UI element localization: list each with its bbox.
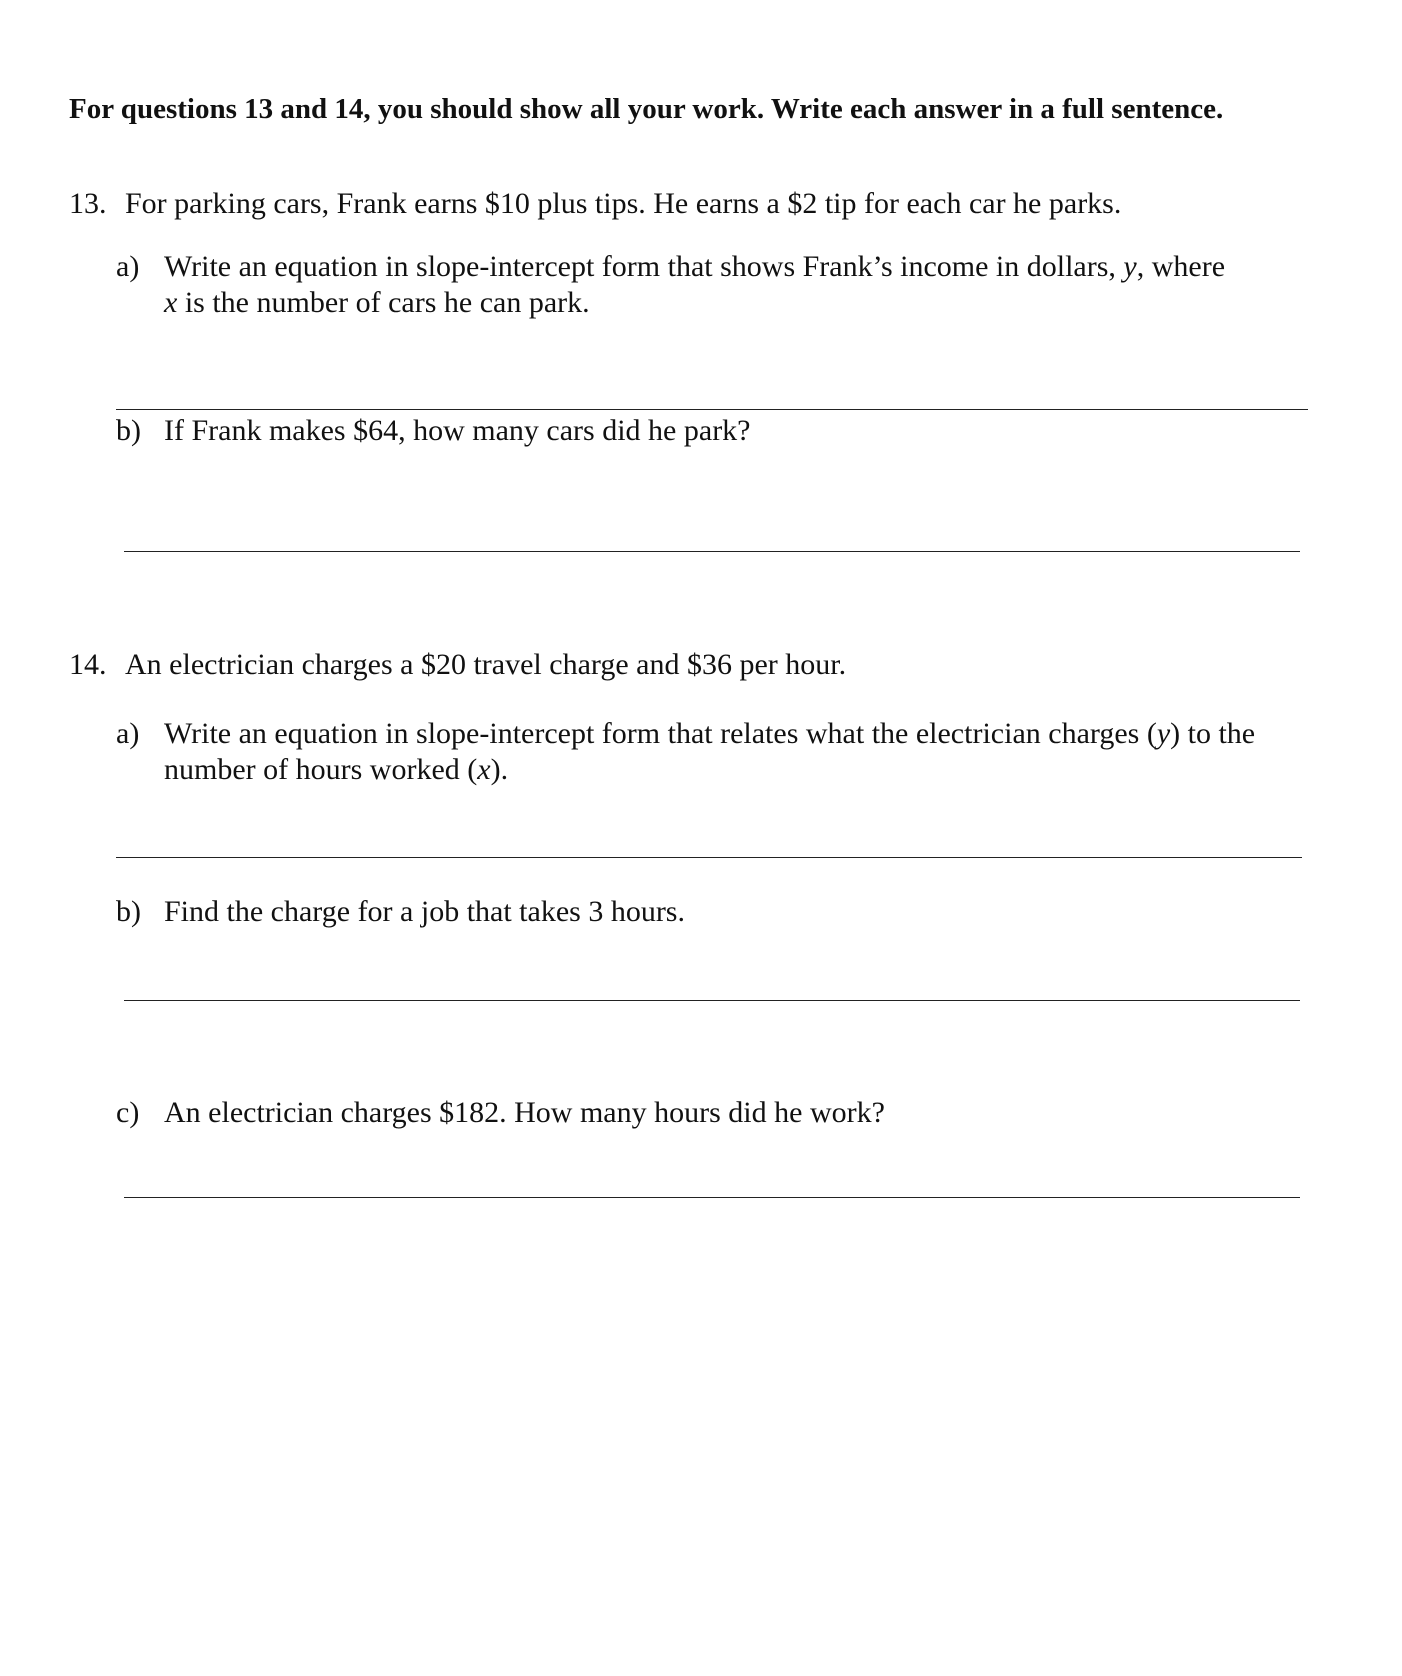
- part-label: b): [116, 895, 141, 928]
- answer-line-13b[interactable]: [124, 551, 1300, 552]
- part-text-segment: , where: [1136, 250, 1226, 283]
- instructions: For questions 13 and 14, you should show all your work. Write each answer in a full sentence.: [69, 93, 1224, 125]
- part-text: [164, 716, 1316, 788]
- question-13: [69, 186, 1121, 222]
- question-14-part-c: [116, 1095, 1316, 1131]
- question-14: [69, 647, 846, 683]
- variable-y: y: [1156, 717, 1171, 750]
- part-label: a): [116, 717, 140, 750]
- question-14-part-a: [116, 716, 1316, 788]
- variable-x: x: [164, 286, 178, 319]
- part-text: An electrician charges $182. How many hours did he work?: [164, 1096, 885, 1129]
- part-label: b): [116, 414, 141, 447]
- part-label: a): [116, 250, 140, 283]
- question-text: An electrician charges a $20 travel charge and $36 per hour.: [125, 648, 847, 681]
- variable-y: y: [1123, 250, 1137, 283]
- answer-line-14a[interactable]: [116, 857, 1302, 858]
- part-text: Find the charge for a job that takes 3 hours.: [164, 895, 685, 928]
- question-number: 13.: [69, 187, 107, 220]
- part-text: If Frank makes $64, how many cars did he park?: [164, 414, 751, 447]
- question-number: 14.: [69, 648, 107, 681]
- question-text: For parking cars, Frank earns $10 plus tips. He earns a $2 tip for each car he parks.: [125, 187, 1122, 220]
- part-text: [164, 249, 1316, 321]
- question-14-part-b: [116, 894, 1316, 930]
- part-text-segment: ) to the number of hours worked (: [164, 717, 1256, 786]
- part-text-segment: ).: [490, 753, 509, 786]
- part-text-segment: is the number of cars he can park.: [177, 286, 590, 319]
- answer-line-14b[interactable]: [124, 1000, 1300, 1001]
- part-label: c): [116, 1096, 140, 1129]
- variable-x: x: [477, 753, 491, 786]
- answer-line-13a[interactable]: [116, 409, 1308, 410]
- question-13-part-a: [116, 249, 1316, 321]
- part-text-segment: Write an equation in slope-intercept form that relates what the electrician charges (: [164, 717, 1157, 750]
- part-text-segment: Write an equation in slope-intercept form that shows Frank’s income in dollars,: [164, 250, 1124, 283]
- question-13-part-b: [116, 413, 1316, 449]
- answer-line-14c[interactable]: [124, 1197, 1300, 1198]
